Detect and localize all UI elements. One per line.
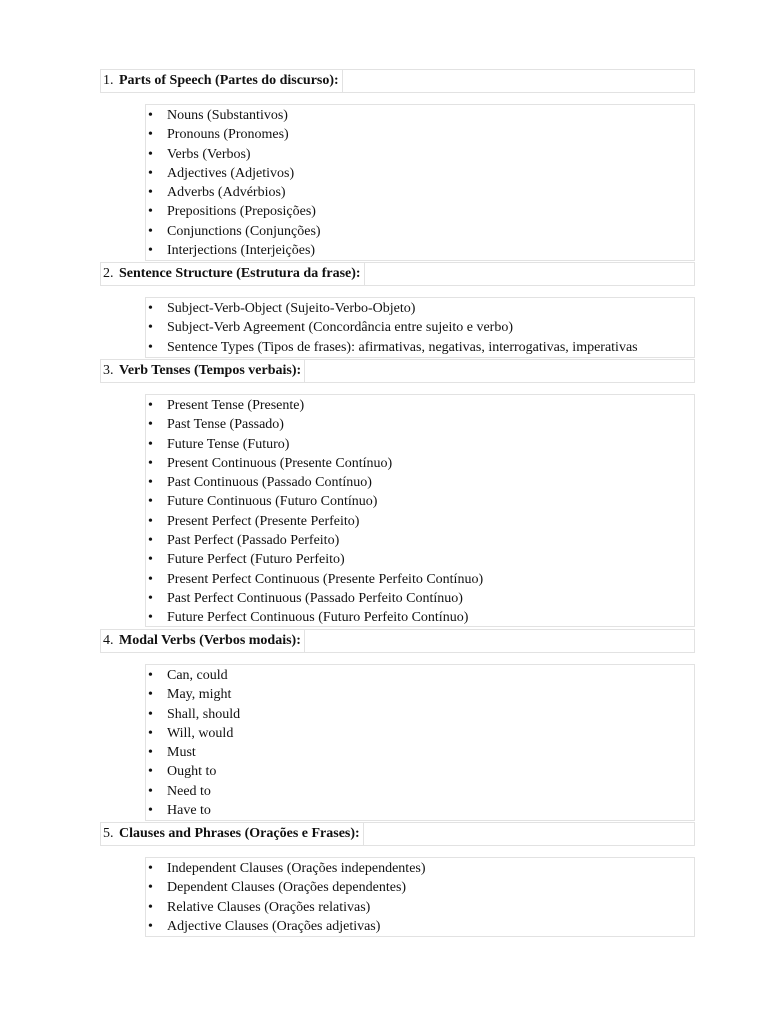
bullet-icon: • <box>148 706 153 722</box>
bullet-icon: • <box>148 108 153 123</box>
section-number: 2. <box>103 266 114 281</box>
list-item: • Nouns (Substantivos) <box>148 108 288 123</box>
list-item: • Adverbs (Advérbios) <box>148 185 286 201</box>
section-number: 3. <box>103 363 114 378</box>
bullet-icon: • <box>148 339 153 355</box>
list-item: • Will, would <box>148 725 234 741</box>
list-item: • Past Continuous (Passado Contínuo) <box>148 475 372 491</box>
bullet-icon: • <box>148 803 153 819</box>
list-item: • Conjunctions (Conjunções) <box>148 223 321 239</box>
section-heading-1 <box>100 69 695 93</box>
list-item: • Have to <box>148 803 211 819</box>
list-item: • Subject-Verb Agreement (Concordância entre sujeito e verbo) <box>148 320 513 336</box>
list-item: • Independent Clauses (Orações independentes) <box>148 861 426 876</box>
section-heading-5 <box>100 822 695 846</box>
bullet-icon: • <box>148 204 153 220</box>
bullet-icon: • <box>148 127 153 143</box>
list-item: • Past Tense (Passado) <box>148 417 284 433</box>
list-item: • Present Tense (Presente) <box>148 398 305 413</box>
section-list-1 <box>145 104 695 261</box>
section-number: 1. <box>103 73 114 88</box>
section-number: 4. <box>103 633 114 648</box>
bullet-icon: • <box>148 783 153 799</box>
bullet-icon: • <box>148 610 153 626</box>
list-item: • Future Perfect Continuous (Futuro Perfeito Contínuo) <box>148 610 469 626</box>
list-item: • Must <box>148 745 196 761</box>
list-item: • Dependent Clauses (Orações dependentes) <box>148 880 407 896</box>
list-item: • Present Perfect Continuous (Presente Perfeito Contínuo) <box>148 571 484 587</box>
section-list-3 <box>145 394 695 627</box>
bullet-icon: • <box>148 436 153 452</box>
list-item: • Interjections (Interjeições) <box>148 243 316 259</box>
list-item: • Pronouns (Pronomes) <box>148 127 289 143</box>
list-item: • Need to <box>148 783 211 799</box>
list-item: • Past Perfect (Passado Perfeito) <box>148 533 340 549</box>
bullet-icon: • <box>148 398 153 413</box>
bullet-icon: • <box>148 668 153 683</box>
bullet-icon: • <box>148 725 153 741</box>
list-item: • Adjectives (Adjetivos) <box>148 165 295 181</box>
section-title: Modal Verbs (Verbos modais): <box>119 630 305 652</box>
list-item: • Ought to <box>148 764 217 780</box>
bullet-icon: • <box>148 552 153 568</box>
list-item: • Prepositions (Preposições) <box>148 204 316 220</box>
bullet-icon: • <box>148 590 153 606</box>
list-item: • Subject-Verb-Object (Sujeito-Verbo-Objeto) <box>148 301 416 316</box>
list-item: • Future Continuous (Futuro Contínuo) <box>148 494 378 510</box>
bullet-icon: • <box>148 165 153 181</box>
bullet-icon: • <box>148 417 153 433</box>
section-number: 5. <box>103 826 114 841</box>
bullet-icon: • <box>148 571 153 587</box>
section-title: Clauses and Phrases (Orações e Frases): <box>119 823 364 845</box>
bullet-icon: • <box>148 533 153 549</box>
bullet-icon: • <box>148 764 153 780</box>
bullet-icon: • <box>148 494 153 510</box>
section-list-4 <box>145 664 695 821</box>
bullet-icon: • <box>148 185 153 201</box>
bullet-icon: • <box>148 918 153 934</box>
section-heading-2 <box>100 262 695 286</box>
section-list-2 <box>145 297 695 358</box>
bullet-icon: • <box>148 880 153 896</box>
list-item: • Can, could <box>148 668 228 683</box>
bullet-icon: • <box>148 243 153 259</box>
list-item: • Future Tense (Futuro) <box>148 436 290 452</box>
section-title: Parts of Speech (Partes do discurso): <box>119 70 343 92</box>
list-item: • May, might <box>148 687 232 703</box>
list-item: • Sentence Types (Tipos de frases): afirmativas, negativas, interrogativas, imperativas <box>148 339 638 355</box>
bullet-icon: • <box>148 475 153 491</box>
bullet-icon: • <box>148 223 153 239</box>
bullet-icon: • <box>148 146 153 162</box>
list-item: • Present Continuous (Presente Contínuo) <box>148 455 393 471</box>
list-item: • Past Perfect Continuous (Passado Perfeito Contínuo) <box>148 590 463 606</box>
bullet-icon: • <box>148 687 153 703</box>
list-item: • Adjective Clauses (Orações adjetivas) <box>148 918 381 934</box>
section-heading-4 <box>100 629 695 653</box>
section-heading-3 <box>100 359 695 383</box>
list-item: • Present Perfect (Presente Perfeito) <box>148 513 360 529</box>
list-item: • Relative Clauses (Orações relativas) <box>148 899 371 915</box>
bullet-icon: • <box>148 513 153 529</box>
bullet-icon: • <box>148 455 153 471</box>
list-item: • Shall, should <box>148 706 241 722</box>
bullet-icon: • <box>148 861 153 876</box>
bullet-icon: • <box>148 745 153 761</box>
bullet-icon: • <box>148 301 153 316</box>
section-list-5 <box>145 857 695 937</box>
section-title: Sentence Structure (Estrutura da frase): <box>119 263 365 285</box>
list-item: • Verbs (Verbos) <box>148 146 251 162</box>
bullet-icon: • <box>148 320 153 336</box>
bullet-icon: • <box>148 899 153 915</box>
list-item: • Future Perfect (Futuro Perfeito) <box>148 552 345 568</box>
section-title: Verb Tenses (Tempos verbais): <box>119 360 305 382</box>
